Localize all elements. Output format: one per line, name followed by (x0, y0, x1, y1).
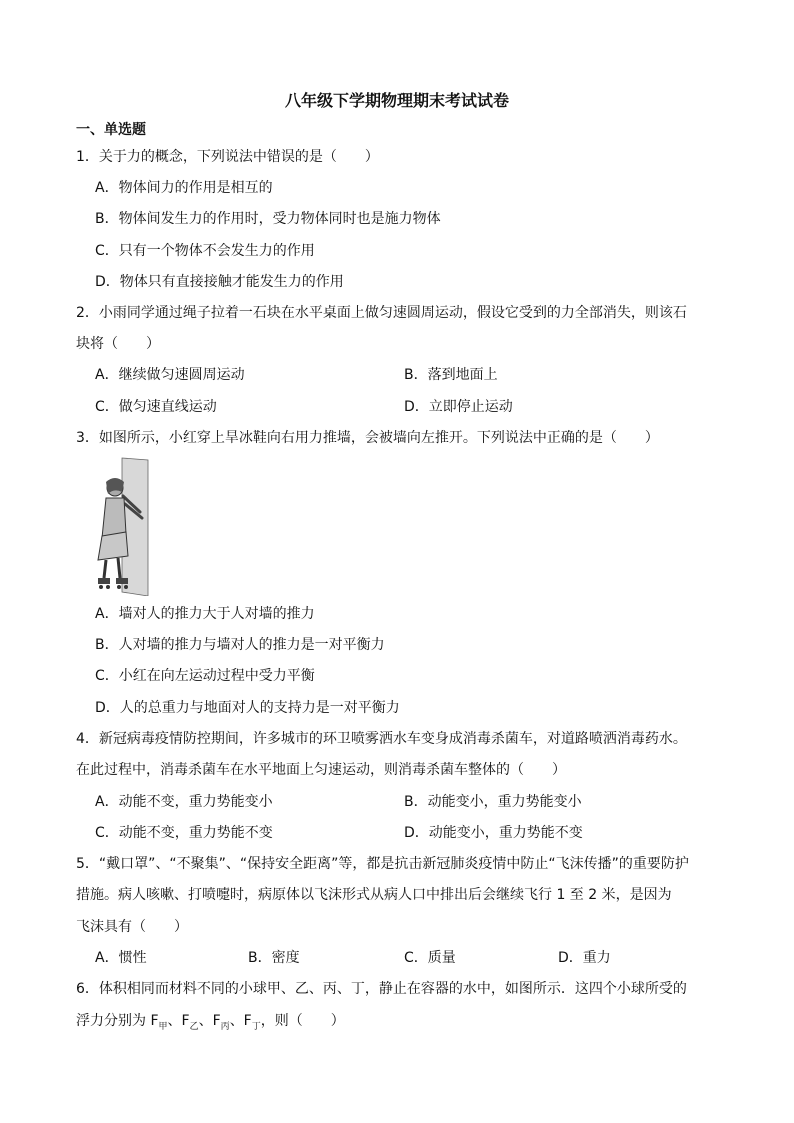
q6-sub-yi: 乙 (189, 1021, 199, 1032)
q6-sub-jia: 甲 (158, 1021, 168, 1032)
q6-suffix: ，则（ ） (260, 1013, 345, 1029)
q6-sub-bing: 丙 (220, 1021, 230, 1032)
q4-option-d: D．动能变小，重力势能不变 (404, 825, 583, 841)
q5-option-b: B．密度 (248, 950, 300, 966)
girl-pushing-wall-figure (92, 456, 180, 596)
q2-stem-line1: 2．小雨同学通过绳子拉着一石块在水平桌面上做匀速圆周运动，假设它受到的力全部消失，则该石 (76, 305, 687, 321)
q5-stem-line3: 飞沫具有（ ） (76, 919, 188, 935)
q4-option-a: A．动能不变，重力势能变小 (95, 794, 273, 810)
q6-prefix: 浮力分别为 F (76, 1013, 159, 1029)
q3-option-d: D．人的总重力与地面对人的支持力是一对平衡力 (95, 700, 400, 716)
q6-sep-2: 、F (198, 1013, 221, 1029)
q6-stem-line2 (76, 1010, 345, 1032)
q5-option-c: C．质量 (404, 950, 456, 966)
q6-sep-3: 、F (229, 1013, 252, 1029)
q1-option-b: B．物体间发生力的作用时，受力物体同时也是施力物体 (95, 211, 441, 227)
page-title: 八年级下学期物理期末考试试卷 (284, 91, 509, 110)
section-heading: 一、单选题 (76, 122, 146, 138)
q5-option-a: A．惯性 (95, 950, 147, 966)
q1-option-a: A．物体间力的作用是相互的 (95, 180, 273, 196)
q3-option-a: A．墙对人的推力大于人对墙的推力 (95, 606, 315, 622)
q2-stem-line2: 块将（ ） (76, 336, 160, 352)
q5-stem-line1: 5．“戴口罩”、“不聚集”、“保持安全距离”等，都是抗击新冠肺炎疫情中防止“飞沫传播”的重要防护 (76, 856, 689, 872)
q4-stem-line1: 4．新冠病毒疫情防控期间，许多城市的环卫喷雾洒水车变身成消毒杀菌车，对道路喷洒消毒药水。 (76, 731, 687, 747)
q3-option-c: C．小红在向左运动过程中受力平衡 (95, 668, 315, 684)
q3-option-b: B．人对墙的推力与墙对人的推力是一对平衡力 (95, 637, 385, 653)
q1-stem: 1．关于力的概念，下列说法中错误的是（ ） (76, 149, 379, 165)
q3-stem: 3．如图所示，小红穿上旱冰鞋向右用力推墙，会被墙向左推开。下列说法中正确的是（ ） (76, 430, 659, 446)
q1-option-d: D．物体只有直接接触才能发生力的作用 (95, 274, 344, 290)
q5-stem-line2: 措施。病人咳嗽、打喷嚏时，病原体以飞沫形式从病人口中排出后会继续飞行 1 至 2 米，是因为 (76, 887, 672, 903)
q6-sep-1: 、F (167, 1013, 190, 1029)
q6-stem-line1: 6．体积相同而材料不同的小球甲、乙、丙、丁，静止在容器的水中，如图所示．这四个小球所受的 (76, 981, 687, 997)
q2-option-c: C．做匀速直线运动 (95, 399, 217, 415)
q2-option-a: A．继续做匀速圆周运动 (95, 367, 245, 383)
q2-option-b: B．落到地面上 (404, 367, 498, 383)
q2-option-d: D．立即停止运动 (404, 399, 513, 415)
q5-option-d: D．重力 (558, 950, 611, 966)
q6-sub-ding: 丁 (251, 1021, 261, 1032)
q4-stem-line2: 在此过程中，消毒杀菌车在水平地面上匀速运动，则消毒杀菌车整体的（ ） (76, 762, 566, 778)
q1-option-c: C．只有一个物体不会发生力的作用 (95, 243, 315, 259)
q4-option-c: C．动能不变，重力势能不变 (95, 825, 273, 841)
q4-option-b: B．动能变小，重力势能变小 (404, 794, 582, 810)
